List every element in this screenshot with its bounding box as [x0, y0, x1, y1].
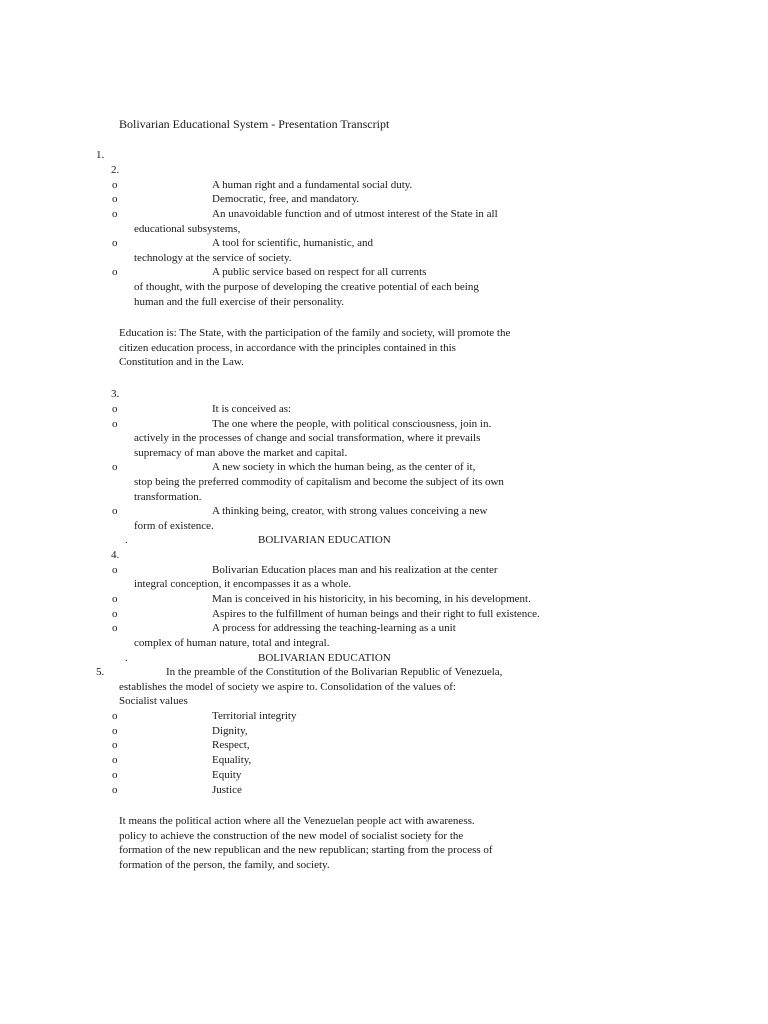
- list-item: Aspires to the fulfillment of human beings and their right to full existence.: [212, 608, 540, 620]
- paragraph-line: policy to achieve the construction of the new model of socialist society for the: [119, 830, 464, 842]
- list-item: An unavoidable function and of utmost interest of the State in all: [212, 208, 498, 220]
- list-item-continuation: transformation.: [134, 491, 202, 503]
- bullet-marker: o: [112, 622, 118, 634]
- bullet-marker: o: [112, 593, 118, 605]
- list-item-continuation: actively in the processes of change and social transformation, where it prevails: [134, 432, 481, 444]
- paragraph-line: Constitution and in the Law.: [119, 356, 244, 368]
- list-item-continuation: establishes the model of society we aspire to. Consolidation of the values of:: [119, 681, 456, 693]
- list-item: The one where the people, with political consciousness, join in.: [212, 418, 492, 430]
- bullet-marker: o: [112, 505, 118, 517]
- dot-marker: .: [125, 652, 128, 664]
- list-item-continuation: Socialist values: [119, 695, 188, 707]
- value-item: Territorial integrity: [212, 710, 297, 722]
- section-heading: BOLIVARIAN EDUCATION: [258, 652, 391, 664]
- bullet-marker: o: [112, 237, 118, 249]
- bullet-marker: o: [112, 418, 118, 430]
- bullet-marker: o: [112, 564, 118, 576]
- list-number-5: 5.: [96, 666, 105, 678]
- list-item: In the preamble of the Constitution of the Bolivarian Republic of Venezuela,: [166, 666, 503, 678]
- bullet-marker: o: [112, 461, 118, 473]
- paragraph-line: It means the political action where all the Venezuelan people act with awareness.: [119, 815, 475, 827]
- paragraph-line: formation of the new republican and the new republican; starting from the process of: [119, 844, 493, 856]
- value-item: Equity: [212, 769, 242, 781]
- bullet-marker: o: [112, 266, 118, 278]
- paragraph-line: citizen education process, in accordance with the principles contained in this: [119, 342, 456, 354]
- list-number-1: 1.: [96, 149, 105, 161]
- value-item: Dignity,: [212, 725, 248, 737]
- list-item: A new society in which the human being, as the center of it,: [212, 461, 476, 473]
- bullet-marker: o: [112, 710, 118, 722]
- document-title: Bolivarian Educational System - Presentation Transcript: [119, 117, 390, 131]
- dot-marker: .: [125, 534, 128, 546]
- list-item-continuation: of thought, with the purpose of developing the creative potential of each being: [134, 281, 479, 293]
- list-item-continuation: integral conception, it encompasses it as a whole.: [134, 578, 352, 590]
- list-item-continuation: complex of human nature, total and integral.: [134, 637, 330, 649]
- list-number-3: 3.: [111, 388, 120, 400]
- list-item: A thinking being, creator, with strong values conceiving a new: [212, 505, 488, 517]
- list-item: Democratic, free, and mandatory.: [212, 193, 360, 205]
- list-item: Bolivarian Education places man and his realization at the center: [212, 564, 498, 576]
- list-item-continuation: human and the full exercise of their personality.: [134, 296, 345, 308]
- list-item: Man is conceived in his historicity, in his becoming, in his development.: [212, 593, 531, 605]
- paragraph-line: formation of the person, the family, and society.: [119, 859, 330, 871]
- list-number-4: 4.: [111, 549, 120, 561]
- list-item-continuation: form of existence.: [134, 520, 214, 532]
- bullet-marker: o: [112, 208, 118, 220]
- paragraph-line: Education is: The State, with the participation of the family and society, will promote the: [119, 327, 511, 339]
- list-item: A human right and a fundamental social duty.: [212, 179, 413, 191]
- list-item-continuation: educational subsystems,: [134, 223, 241, 235]
- list-item: A tool for scientific, humanistic, and: [212, 237, 373, 249]
- list-item: It is conceived as:: [212, 403, 292, 415]
- bullet-marker: o: [112, 739, 118, 751]
- value-item: Respect,: [212, 739, 250, 751]
- list-item-continuation: supremacy of man above the market and capital.: [134, 447, 348, 459]
- list-item: A process for addressing the teaching-learning as a unit: [212, 622, 456, 634]
- bullet-marker: o: [112, 754, 118, 766]
- bullet-marker: o: [112, 403, 118, 415]
- bullet-marker: o: [112, 769, 118, 781]
- list-item-continuation: technology at the service of society.: [134, 252, 292, 264]
- bullet-marker: o: [112, 784, 118, 796]
- list-number-2: 2.: [111, 164, 120, 176]
- section-heading: BOLIVARIAN EDUCATION: [258, 534, 391, 546]
- bullet-marker: o: [112, 193, 118, 205]
- list-item-continuation: stop being the preferred commodity of capitalism and become the subject of its own: [134, 476, 504, 488]
- bullet-marker: o: [112, 608, 118, 620]
- bullet-marker: o: [112, 179, 118, 191]
- bullet-marker: o: [112, 725, 118, 737]
- value-item: Equality,: [212, 754, 252, 766]
- list-item: A public service based on respect for all currents: [212, 266, 427, 278]
- value-item: Justice: [212, 784, 242, 796]
